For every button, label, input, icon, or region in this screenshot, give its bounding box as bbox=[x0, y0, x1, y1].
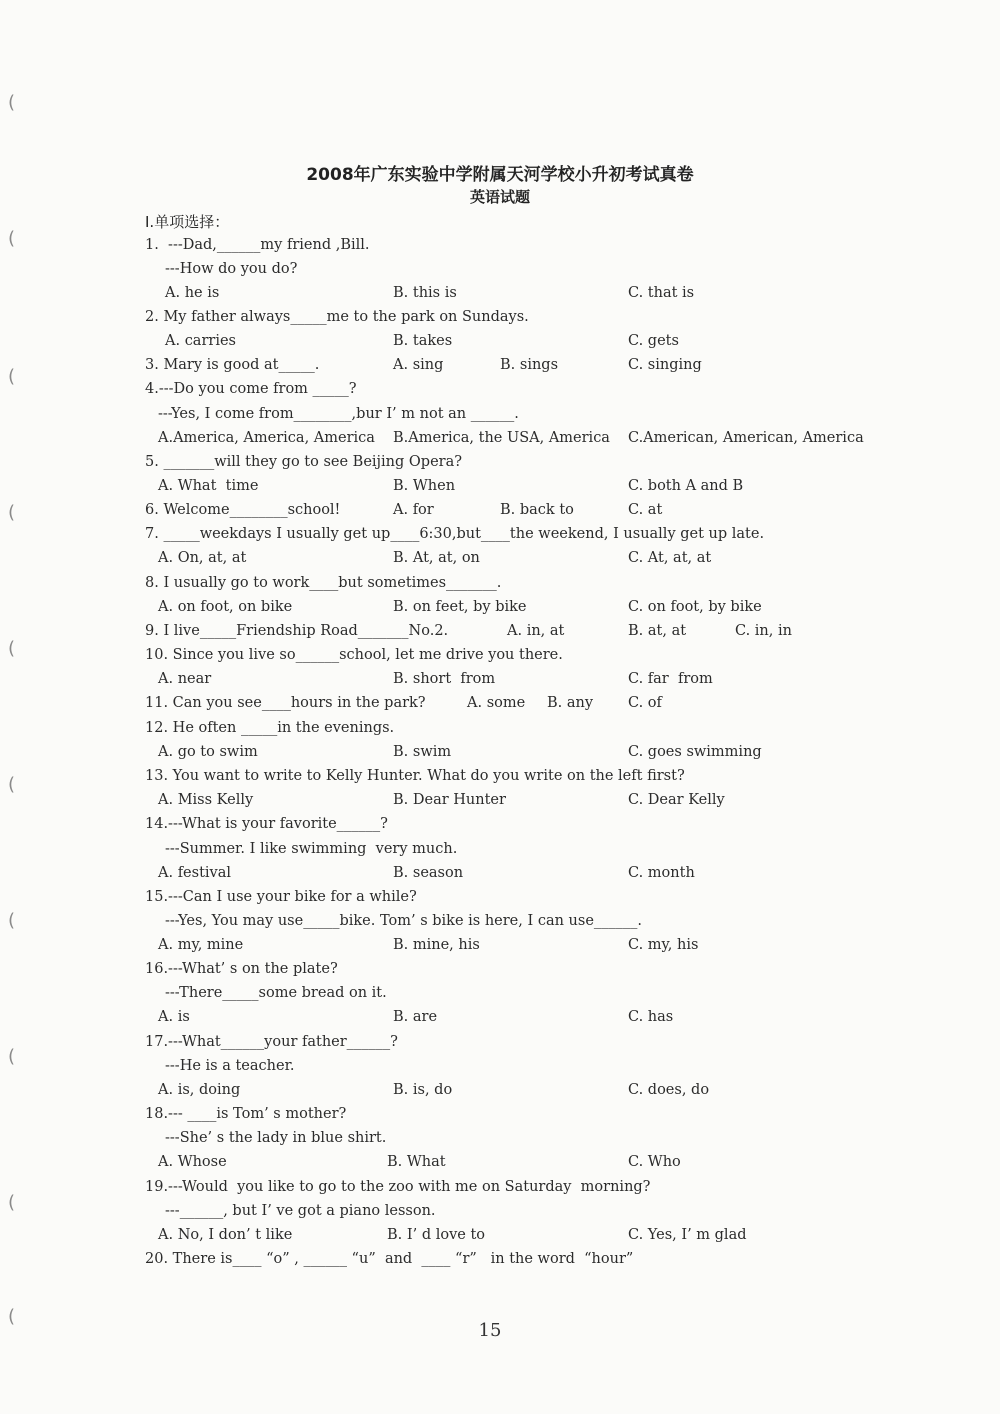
answer-option: C. of bbox=[628, 695, 662, 711]
question-text: A. Miss Kelly bbox=[158, 792, 254, 808]
answer-option: C. gets bbox=[628, 333, 679, 349]
question-text: 7. _____weekdays I usually get up____6:30,but____the weekend, I usually get up late. bbox=[145, 526, 765, 542]
question-text: A. go to swim bbox=[158, 744, 258, 760]
answer-option: B. sings bbox=[500, 357, 559, 373]
binding-hole-mark: ( bbox=[8, 1306, 16, 1327]
answer-option: B. season bbox=[393, 865, 464, 881]
exam-line bbox=[0, 910, 1000, 932]
question-text: A. Whose bbox=[158, 1154, 227, 1170]
exam-line bbox=[0, 1079, 1000, 1101]
question-text: A. near bbox=[158, 671, 212, 687]
answer-option: B. I’ d love to bbox=[387, 1227, 486, 1243]
answer-option: A. sing bbox=[393, 357, 444, 373]
answer-option: C. on foot, by bike bbox=[628, 599, 762, 615]
question-text: 4.---Do you come from _____? bbox=[145, 381, 357, 397]
question-text: 8. I usually go to work____but sometimes_______. bbox=[145, 575, 502, 591]
exam-line bbox=[0, 692, 1000, 714]
answer-option: C. my, his bbox=[628, 937, 699, 953]
answer-option: B. takes bbox=[393, 333, 453, 349]
answer-option: C. At, at, at bbox=[628, 550, 712, 566]
question-text: ---There_____some bread on it. bbox=[165, 985, 387, 1001]
exam-line bbox=[0, 1200, 1000, 1222]
question-text: 18.--- ____is Tom’ s mother? bbox=[145, 1106, 347, 1122]
answer-option: C. that is bbox=[628, 285, 695, 301]
binding-hole-mark: ( bbox=[8, 92, 16, 113]
question-text: A. my, mine bbox=[158, 937, 244, 953]
question-text: 16.---What’ s on the plate? bbox=[145, 961, 338, 977]
answer-option: A. for bbox=[393, 502, 434, 518]
exam-line bbox=[0, 306, 1000, 328]
binding-hole-mark: ( bbox=[8, 1192, 16, 1213]
exam-line bbox=[0, 789, 1000, 811]
question-text: ---Yes, You may use_____bike. Tom’ s bike is here, I can use______. bbox=[165, 913, 643, 929]
question-text: 10. Since you live so______school, let me drive you there. bbox=[145, 647, 563, 663]
exam-line bbox=[0, 330, 1000, 352]
exam-line bbox=[0, 1248, 1000, 1270]
document-subtitle: 英语试题 bbox=[469, 188, 530, 206]
answer-option: B. mine, his bbox=[393, 937, 480, 953]
exam-line bbox=[0, 234, 1000, 256]
exam-line bbox=[0, 717, 1000, 739]
question-text: A.America, America, America bbox=[158, 430, 375, 446]
question-text: ---Summer. I like swimming very much. bbox=[165, 841, 458, 857]
answer-option: B. at, at bbox=[628, 623, 687, 639]
answer-option: B. this is bbox=[393, 285, 457, 301]
question-text: A. On, at, at bbox=[158, 550, 247, 566]
exam-line bbox=[0, 282, 1000, 304]
question-text: ---He is a teacher. bbox=[165, 1058, 295, 1074]
question-text: 11. Can you see____hours in the park? bbox=[145, 695, 426, 711]
answer-option: C. does, do bbox=[628, 1082, 710, 1098]
answer-option: C. Dear Kelly bbox=[628, 792, 725, 808]
exam-line bbox=[0, 813, 1000, 835]
question-text: 17.---What______your father______? bbox=[145, 1034, 398, 1050]
answer-option: A. in, at bbox=[507, 623, 565, 639]
question-text: 14.---What is your favorite______? bbox=[145, 816, 388, 832]
binding-hole-mark: ( bbox=[8, 1046, 16, 1067]
answer-option: C. singing bbox=[628, 357, 702, 373]
exam-line bbox=[0, 547, 1000, 569]
exam-line bbox=[0, 741, 1000, 763]
exam-line bbox=[0, 982, 1000, 1004]
exam-line bbox=[0, 934, 1000, 956]
binding-hole-mark: ( bbox=[8, 228, 16, 249]
answer-option: B. When bbox=[393, 478, 456, 494]
answer-option: C. Yes, I’ m glad bbox=[628, 1227, 747, 1243]
question-text: ---How do you do? bbox=[165, 261, 298, 277]
question-text: 6. Welcome________school! bbox=[145, 502, 341, 518]
binding-hole-mark: ( bbox=[8, 638, 16, 659]
binding-hole-mark: ( bbox=[8, 774, 16, 795]
answer-option: C. both A and B bbox=[628, 478, 744, 494]
answer-option: B. What bbox=[387, 1154, 446, 1170]
exam-line bbox=[0, 958, 1000, 980]
question-text: A. festival bbox=[158, 865, 232, 881]
exam-line bbox=[0, 596, 1000, 618]
exam-line bbox=[0, 1176, 1000, 1198]
exam-line bbox=[0, 258, 1000, 280]
answer-option: B. is, do bbox=[393, 1082, 453, 1098]
question-text: 20. There is____ “o” , ______ “u” and ____ “r” in the word “hour” bbox=[145, 1251, 634, 1267]
exam-line bbox=[0, 451, 1000, 473]
exam-line bbox=[0, 572, 1000, 594]
answer-option: C. goes swimming bbox=[628, 744, 762, 760]
page-number: 15 bbox=[478, 1320, 502, 1341]
exam-line bbox=[0, 886, 1000, 908]
exam-line bbox=[0, 1103, 1000, 1125]
question-text: 15.---Can I use your bike for a while? bbox=[145, 889, 417, 905]
exam-line bbox=[0, 1055, 1000, 1077]
exam-line bbox=[0, 765, 1000, 787]
answer-option: B. on feet, by bike bbox=[393, 599, 527, 615]
answer-option: C.American, American, America bbox=[628, 430, 864, 446]
question-text: A. What time bbox=[158, 478, 259, 494]
answer-option: C. at bbox=[628, 502, 663, 518]
question-text: 2. My father always_____me to the park on Sundays. bbox=[145, 309, 529, 325]
answer-option: B. are bbox=[393, 1009, 438, 1025]
question-text: ---Yes, I come from________,bur I’ m not an ______. bbox=[158, 406, 519, 422]
binding-hole-mark: ( bbox=[8, 910, 16, 931]
exam-line bbox=[0, 1006, 1000, 1028]
question-text: 13. You want to write to Kelly Hunter. What do you write on the left first? bbox=[145, 768, 685, 784]
exam-line bbox=[0, 668, 1000, 690]
binding-hole-mark: ( bbox=[8, 366, 16, 387]
question-text: ---She’ s the lady in blue shirt. bbox=[165, 1130, 387, 1146]
answer-option: C. has bbox=[628, 1009, 674, 1025]
question-text: 12. He often _____in the evenings. bbox=[145, 720, 395, 736]
question-text: A. No, I don’ t like bbox=[158, 1227, 293, 1243]
exam-line bbox=[0, 499, 1000, 521]
question-text: A. is bbox=[158, 1009, 190, 1025]
exam-line bbox=[0, 354, 1000, 376]
question-text: 5. _______will they go to see Beijing Opera? bbox=[145, 454, 463, 470]
exam-line bbox=[0, 1151, 1000, 1173]
exam-line bbox=[0, 523, 1000, 545]
exam-line bbox=[0, 644, 1000, 666]
answer-option: C. month bbox=[628, 865, 695, 881]
section-heading: Ⅰ.单项选择： bbox=[145, 213, 230, 231]
question-text: A. he is bbox=[165, 285, 220, 301]
answer-option: B. swim bbox=[393, 744, 452, 760]
question-text: A. on foot, on bike bbox=[158, 599, 293, 615]
answer-option: B. Dear Hunter bbox=[393, 792, 506, 808]
exam-line bbox=[0, 427, 1000, 449]
question-text: ---______, but I’ ve got a piano lesson. bbox=[165, 1203, 436, 1219]
document-title: 2008年广东实验中学附属天河学校小升初考试真卷 bbox=[306, 165, 694, 185]
exam-line bbox=[0, 862, 1000, 884]
answer-option: B.America, the USA, America bbox=[393, 430, 610, 446]
answer-option: B. back to bbox=[500, 502, 574, 518]
exam-line bbox=[0, 403, 1000, 425]
exam-line bbox=[0, 1031, 1000, 1053]
answer-option: B. At, at, on bbox=[393, 550, 480, 566]
exam-line bbox=[0, 838, 1000, 860]
question-text: 3. Mary is good at_____. bbox=[145, 357, 320, 373]
answer-option: C. in, in bbox=[735, 623, 792, 639]
binding-hole-mark: ( bbox=[8, 502, 16, 523]
answer-option: C. far from bbox=[628, 671, 713, 687]
answer-option: B. short from bbox=[393, 671, 496, 687]
answer-option: B. any bbox=[547, 695, 594, 711]
question-text: 1. ---Dad,______my friend ,Bill. bbox=[145, 237, 370, 253]
exam-line bbox=[0, 620, 1000, 642]
exam-line bbox=[0, 1127, 1000, 1149]
question-text: A. is, doing bbox=[158, 1082, 241, 1098]
question-text: 9. I live_____Friendship Road_______No.2. bbox=[145, 623, 449, 639]
exam-line bbox=[0, 378, 1000, 400]
question-text: A. carries bbox=[165, 333, 236, 349]
question-text: 19.---Would you like to go to the zoo with me on Saturday morning? bbox=[145, 1179, 651, 1195]
answer-option: C. Who bbox=[628, 1154, 681, 1170]
answer-option: A. some bbox=[467, 695, 526, 711]
exam-line bbox=[0, 1224, 1000, 1246]
exam-line bbox=[0, 475, 1000, 497]
